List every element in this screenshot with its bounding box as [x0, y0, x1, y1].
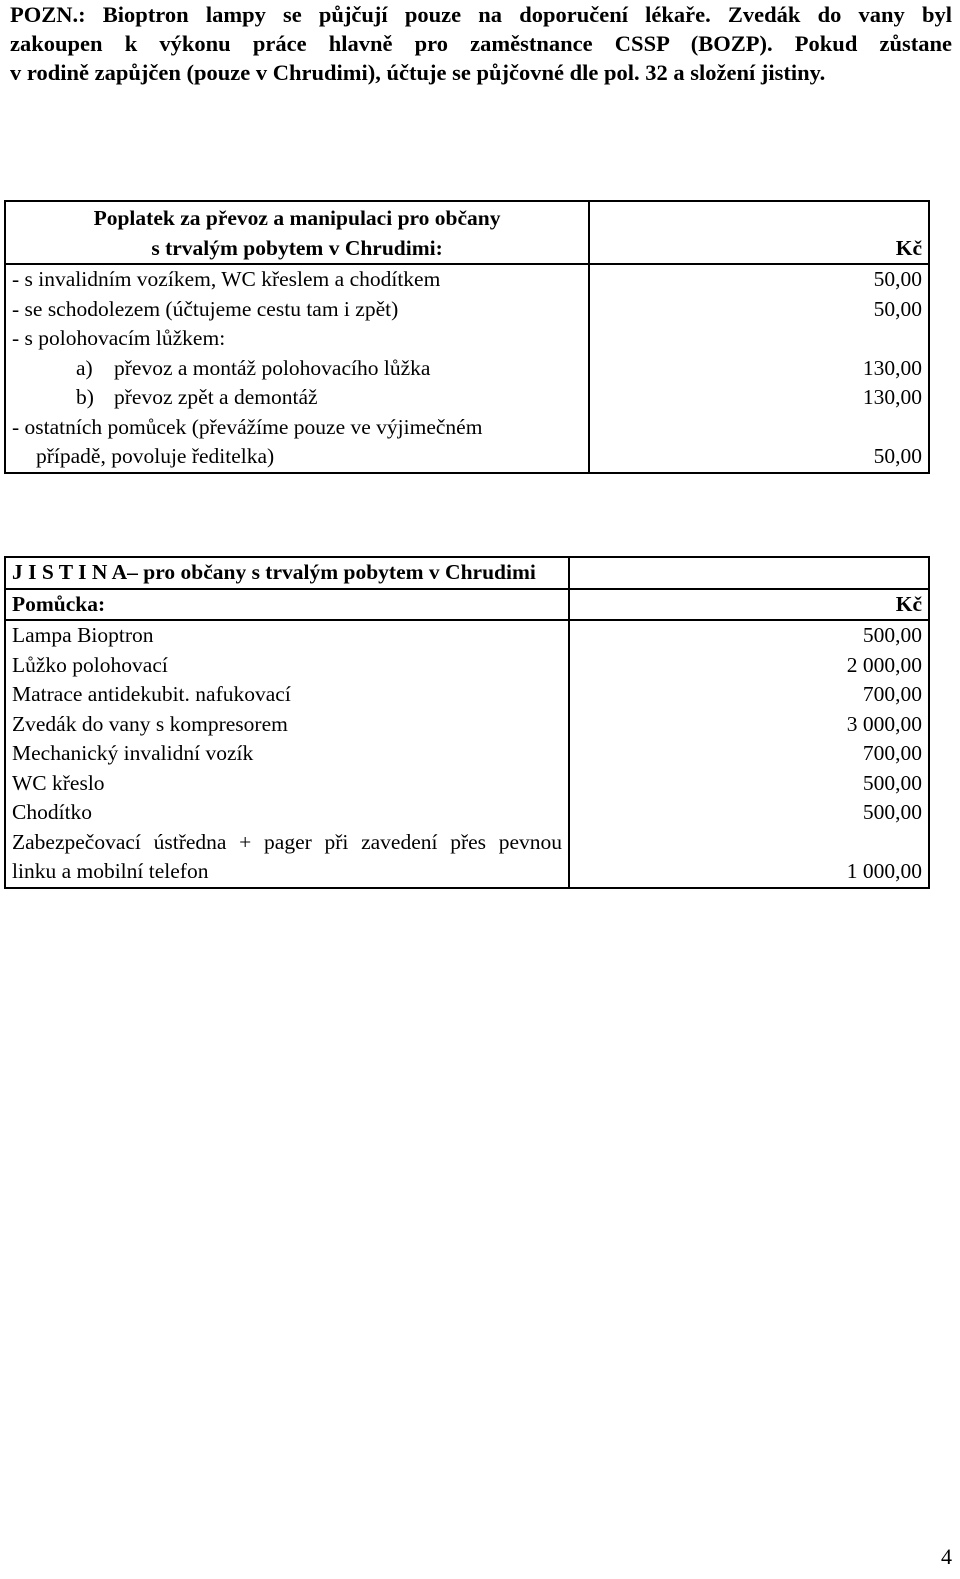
- fees-subrow-label: převoz a montáž polohovacího lůžka: [114, 355, 431, 380]
- deposit-title: J I S T I N A– pro občany s trvalým pobytem v Chrudimi: [5, 557, 569, 589]
- fees-row-label: - s polohovacím lůžkem:: [5, 324, 589, 354]
- note-paragraph: [10, 0, 952, 87]
- deposit-row-label: Chodítko: [5, 798, 569, 828]
- fees-title-line-1: Poplatek za převoz a manipulaci pro občany: [93, 206, 501, 230]
- fees-subrow-marker: a): [76, 355, 93, 380]
- page-number: 4: [941, 1544, 952, 1569]
- fees-row-value: 50,00: [589, 264, 929, 295]
- fees-currency-header: Kč: [589, 201, 929, 264]
- deposit-last-value: 1 000,00: [569, 828, 929, 888]
- deposit-row-value: 3 000,00: [569, 710, 929, 740]
- fees-row-value: [589, 324, 929, 354]
- deposit-row-value: 500,00: [569, 798, 929, 828]
- transport-fees-table: [4, 200, 930, 474]
- deposit-row-label: WC křeslo: [5, 769, 569, 799]
- deposit-last-line-2: linku a mobilní telefon: [12, 859, 209, 883]
- deposit-row-value: 500,00: [569, 769, 929, 799]
- deposit-currency-header: Kč: [569, 589, 929, 621]
- deposit-row-value: 2 000,00: [569, 651, 929, 681]
- deposit-row-value: 700,00: [569, 680, 929, 710]
- fees-row-label: - s invalidním vozíkem, WC křeslem a chodítkem: [5, 264, 589, 295]
- deposit-row-label: Zvedák do vany s kompresorem: [5, 710, 569, 740]
- deposit-row-label: Lampa Bioptron: [5, 620, 569, 651]
- deposit-last-line-1: Zabezpečovací ústředna + pager při zavedení přes pevnou: [12, 829, 563, 854]
- note-line-2: zakoupen k výkonu práce hlavně pro zaměstnance CSSP (BOZP). Pokud zůstane: [10, 31, 952, 56]
- deposit-row-value: 500,00: [569, 620, 929, 651]
- fees-row-label: - se schodolezem (účtujeme cestu tam i zpět): [5, 295, 589, 325]
- fees-title-cell: [5, 201, 589, 264]
- deposit-last-cell: [5, 828, 569, 888]
- fees-other-line-2: případě, povoluje ředitelka): [36, 444, 275, 468]
- note-line-1: POZN.: Bioptron lampy se půjčují pouze na doporučení lékaře. Zvedák do vany byl: [10, 2, 952, 27]
- deposit-row-label: Lůžko polohovací: [5, 651, 569, 681]
- deposit-title-empty: [569, 557, 929, 589]
- deposit-item-header: Pomůcka:: [5, 589, 569, 621]
- fees-subrow-marker: b): [76, 385, 94, 409]
- deposit-table: [4, 556, 930, 889]
- deposit-row-value: 700,00: [569, 739, 929, 769]
- fees-title-line-2: s trvalým pobytem v Chrudimi:: [151, 235, 443, 260]
- deposit-row-label: Mechanický invalidní vozík: [5, 739, 569, 769]
- fees-subrow-value: 130,00: [589, 383, 929, 413]
- fees-other-value: 50,00: [589, 413, 929, 473]
- deposit-row-label: Matrace antidekubit. nafukovací: [5, 680, 569, 710]
- fees-subrow-value: 130,00: [589, 354, 929, 384]
- fees-other-line-1: - ostatních pomůcek (převážíme pouze ve výjimečném: [12, 414, 483, 439]
- fees-other-cell: [5, 413, 589, 473]
- fees-subrow: [5, 383, 589, 413]
- note-line-3: v rodině zapůjčen (pouze v Chrudimi), účtuje se půjčovné dle pol. 32 a složení jistiny.: [10, 60, 826, 85]
- fees-subrow: [5, 354, 589, 384]
- fees-row-value: 50,00: [589, 295, 929, 325]
- fees-subrow-label: převoz zpět a demontáž: [114, 385, 318, 409]
